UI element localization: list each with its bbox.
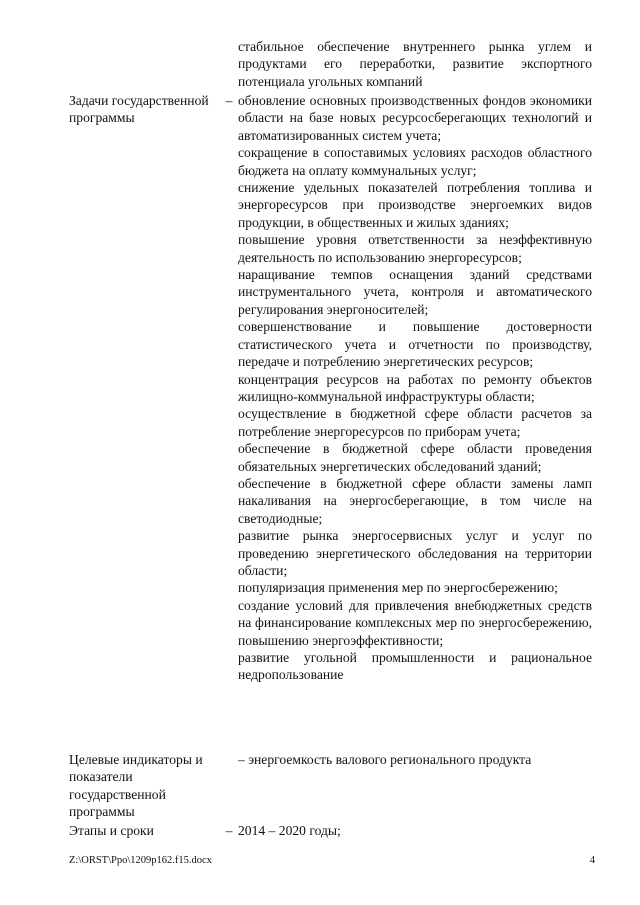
task-item: обеспечение в бюджетной сфере области замены ламп накаливания на энергосберегающие, в том числе на светодиодные; bbox=[238, 475, 592, 526]
previous-row-continuation: стабильное обеспечение внутреннего рынка углем и продуктами его переработки, развитие экспортного потенциала угольных компаний bbox=[238, 39, 592, 89]
task-item: снижение удельных показателей потребления топлива и энергоресурсов при производстве энергоемких видов продукции, в общественных и жилых зданиях; bbox=[238, 180, 592, 230]
task-item: повышение уровня ответственности за неэффективную деятельность по использованию энергоресурсов; bbox=[238, 232, 592, 265]
task-item: обеспечение в бюджетной сфере области проведения обязательных энергетических обследований зданий; bbox=[238, 441, 592, 474]
task-item: концентрация ресурсов на работах по ремонту объектов жилищно-коммунальной инфраструктуры области; bbox=[238, 371, 592, 404]
task-item: создание условий для привлечения внебюджетных средств на финансирование комплексных мер по энергосбережению, повышению энергоэффективности; bbox=[238, 597, 592, 648]
task-item: осуществление в бюджетной сфере области расчетов за потребление энергоресурсов по приборам учета; bbox=[238, 406, 592, 439]
stages-value: 2014 – 2020 годы; bbox=[238, 823, 341, 838]
tasks-list bbox=[238, 92, 592, 684]
indicators-value: – энергоемкость валового регионального продукта bbox=[238, 752, 532, 767]
task-item: наращивание темпов оснащения зданий средствами инструментального учета, контроля и автоматического регулирования энергоносителей; bbox=[238, 267, 592, 317]
stages-dash: – bbox=[225, 823, 233, 838]
file-path: Z:\ORST\Ppo\1209p162.f15.docx bbox=[69, 855, 212, 866]
tasks-label: Задачи государственной программы bbox=[69, 93, 209, 126]
task-item: развитие рынка энергосервисных услуг и услуг по проведению энергетического обследования на территории области; bbox=[238, 528, 592, 578]
task-item: сокращение в сопоставимых условиях расходов областного бюджета на оплату коммунальных услуг; bbox=[238, 145, 592, 178]
task-item: обновление основных производственных фондов экономики области на базе новых ресурсосберегающих технологий и автоматизированных систем учета; bbox=[238, 93, 592, 143]
stages-label: Этапы и сроки bbox=[69, 823, 154, 838]
tasks-dash: – bbox=[225, 93, 233, 108]
task-item: популяризация применения мер по энергосбережению; bbox=[238, 580, 558, 596]
task-item: совершенствование и повышение достоверности статистического учета и отчетности по производству, передаче и потреблению энергетических ресурсов; bbox=[238, 319, 592, 370]
task-item: развитие угольной промышленности и рациональное недропользование bbox=[238, 650, 592, 683]
page-number: 4 bbox=[589, 855, 595, 866]
indicators-label: Целевые индикаторы и показатели государственной программы bbox=[69, 752, 203, 820]
